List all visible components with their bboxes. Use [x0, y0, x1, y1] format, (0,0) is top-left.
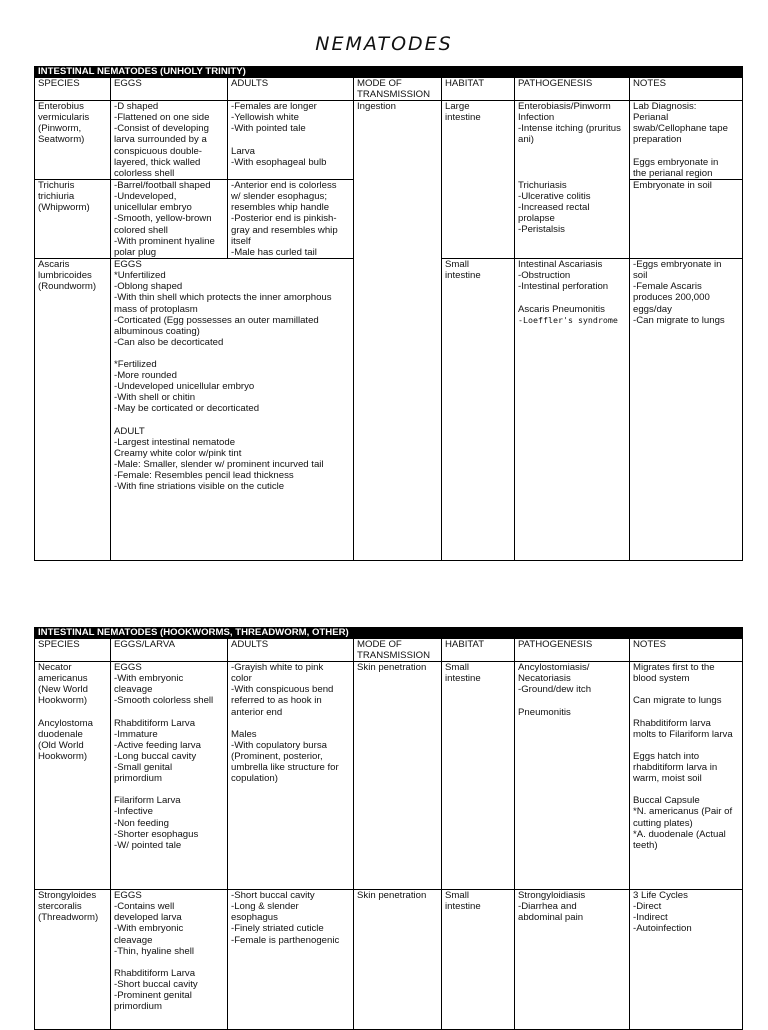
notes-cell: -Eggs embryonate in soil -Female Ascaris produces 200,000 eggs/day -Can migrate to lungs [630, 259, 743, 561]
table-row [35, 101, 743, 180]
eggs-cell: -Barrel/football shaped -Undeveloped, unicellular embryo -Smooth, yellow-brown colored shell -With prominent hyaline polar plug [111, 180, 228, 259]
habitat-cell: Small intestine [442, 890, 515, 1030]
mode-cell: Skin penetration [354, 662, 442, 890]
habitat-cell: Small intestine [442, 662, 515, 890]
species-cell: Strongyloides stercoralis (Threadworm) [35, 890, 111, 1030]
notes-cell: Embryonate in soil [630, 180, 743, 259]
eggs-cell: EGGS -Contains well developed larva -With embryonic cleavage -Thin, hyaline shell Rhabditiform Larva -Short buccal cavity -Prominent genital primordium [111, 890, 228, 1030]
header-eggs-larva: EGGS/LARVA [111, 639, 228, 662]
header-notes: NOTES [630, 78, 743, 101]
eggs-cell: -D shaped -Flattened on one side -Consist of developing larva surrounded by a conspicuous double- layered, thick walled colorless shell [111, 101, 228, 180]
table-header-row [35, 78, 743, 101]
header-pathogenesis: PATHOGENESIS [515, 639, 630, 662]
header-mode: MODE OF TRANSMISSION [354, 639, 442, 662]
unholy-trinity-table [34, 66, 743, 561]
adults-cell: -Anterior end is colorless w/ slender esophagus; resembles whip handle -Posterior end is pinkish- gray and resembles whip itself -Male has curled tail [228, 180, 354, 259]
table-header-row [35, 639, 743, 662]
pathogenesis-cell [515, 259, 630, 561]
pathogenesis-text: Intestinal Ascariasis -Obstruction -Intestinal perforation Ascaris Pneumonitis [518, 259, 609, 315]
notes-cell: Lab Diagnosis: Perianal swab/Cellophane tape preparation Eggs embryonate in the perianal region [630, 101, 743, 180]
mode-cell: Skin penetration [354, 890, 442, 1030]
header-adults: ADULTS [228, 639, 354, 662]
header-mode: MODE OF TRANSMISSION [354, 78, 442, 101]
adults-cell: -Grayish white to pink color -With conspicuous bend referred to as hook in anterior end Males -With copulatory bursa (Prominent, posterior, umbrella like structure for copulation) [228, 662, 354, 890]
eggs-adults-cell: EGGS *Unfertilized -Oblong shaped -With thin shell which protects the inner amorphous mass of protoplasm -Corticated (Egg possesses an outer mamillated albuminous coating) -Can also be decorticated *Fertilized -More rounded -Undeveloped unicellular embryo -With shell or chitin -May be corticated or decorticated ADULT -Largest intestinal nematode Creamy white color w/pink tint -Male: Smaller, slender w/ prominent incurved tail -Female: Resembles pencil lead thickness -With fine striations visible on the cuticle [111, 259, 354, 561]
section-title: INTESTINAL NEMATODES (HOOKWORMS, THREADWORM, OTHER) [35, 628, 743, 639]
pathogenesis-cell: Ancylostomiasis/ Necatoriasis -Ground/dew itch Pneumonitis [515, 662, 630, 890]
header-notes: NOTES [630, 639, 743, 662]
pathogenesis-cell: Enterobiasis/Pinworm Infection -Intense itching (pruritus ani) [515, 101, 630, 180]
adults-cell: -Females are longer -Yellowish white -With pointed tale Larva -With esophageal bulb [228, 101, 354, 180]
hookworm-threadworm-table [34, 627, 743, 1030]
eggs-cell: EGGS -With embryonic cleavage -Smooth colorless shell Rhabditiform Larva -Immature -Active feeding larva -Long buccal cavity -Small genital primordium Filariform Larva -Infective -Non feeding -Shorter esophagus -W/ pointed tale [111, 662, 228, 890]
table-row [35, 890, 743, 1030]
notes-cell: Migrates first to the blood system Can migrate to lungs Rhabditiform larva molts to Filariform larva Eggs hatch into rhabditiform larva in warm, moist soil Buccal Capsule *N. americanus (Pair of cutting plates) *A. duodenale (Actual teeth) [630, 662, 743, 890]
header-species: SPECIES [35, 78, 111, 101]
page-title: NEMATODES [315, 33, 453, 55]
pathogenesis-cell: Strongyloidiasis -Diarrhea and abdominal pain [515, 890, 630, 1030]
header-eggs: EGGS [111, 78, 228, 101]
table-row [35, 662, 743, 890]
section-title: INTESTINAL NEMATODES (UNHOLY TRINITY) [35, 67, 743, 78]
species-cell: Enterobius vermicularis (Pinworm, Seatworm) [35, 101, 111, 180]
header-habitat: HABITAT [442, 639, 515, 662]
mode-cell: Ingestion [354, 101, 442, 561]
header-habitat: HABITAT [442, 78, 515, 101]
notes-cell: 3 Life Cycles -Direct -Indirect -Autoinfection [630, 890, 743, 1030]
pathogenesis-extra: -Loeffler's syndrome [518, 314, 618, 325]
habitat-cell: Large intestine [442, 101, 515, 259]
header-species: SPECIES [35, 639, 111, 662]
habitat-cell: Small intestine [442, 259, 515, 561]
species-cell: Necator americanus (New World Hookworm) Ancylostoma duodenale (Old World Hookworm) [35, 662, 111, 890]
header-pathogenesis: PATHOGENESIS [515, 78, 630, 101]
header-adults: ADULTS [228, 78, 354, 101]
species-cell: Trichuris trichiuria (Whipworm) [35, 180, 111, 259]
adults-cell: -Short buccal cavity -Long & slender esophagus -Finely striated cuticle -Female is parthenogenic [228, 890, 354, 1030]
species-cell: Ascaris lumbricoides (Roundworm) [35, 259, 111, 561]
pathogenesis-cell: Trichuriasis -Ulcerative colitis -Increased rectal prolapse -Peristalsis [515, 180, 630, 259]
